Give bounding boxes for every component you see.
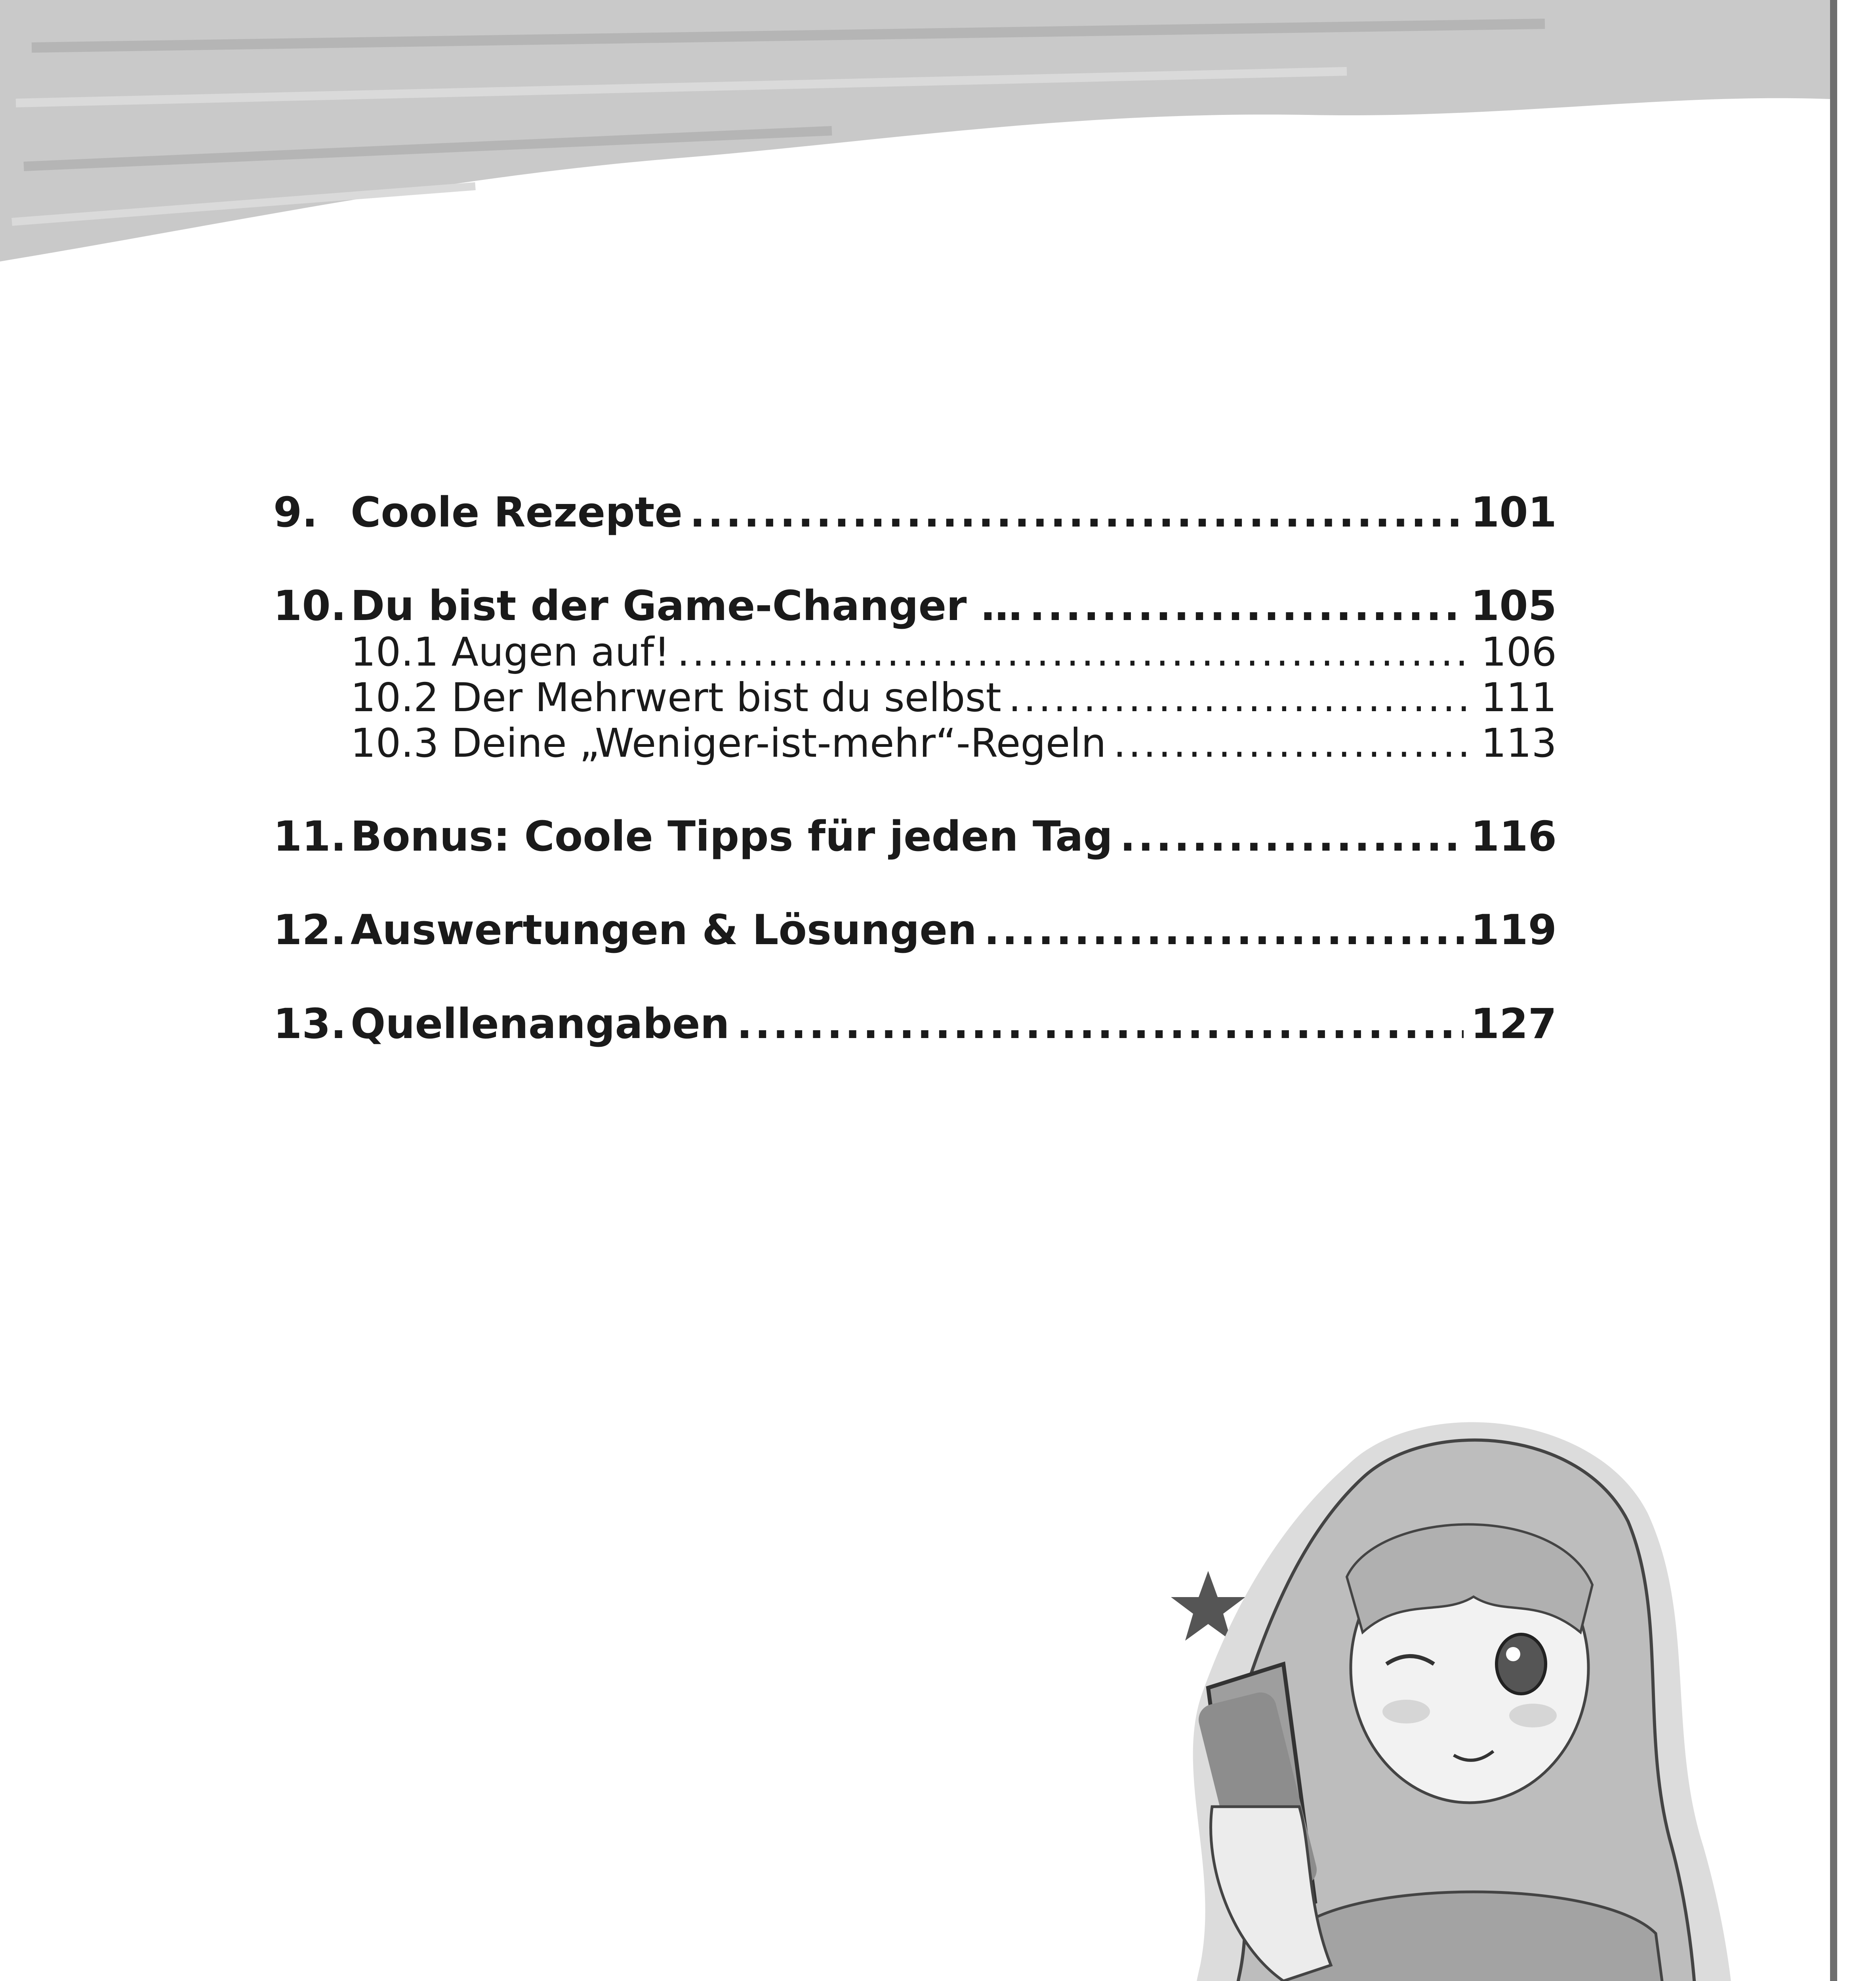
toc-entry-page: 113 — [1481, 719, 1557, 766]
toc-dot-leader — [737, 1001, 1464, 1047]
toc-entry-title: 10.2 Der Mehrwert bist du selbst — [351, 674, 1001, 721]
toc-dot-leader — [1113, 720, 1474, 766]
toc-entry-10-1[interactable] — [273, 629, 1557, 675]
table-of-contents — [273, 489, 1557, 1047]
toc-entry-page: 119 — [1470, 906, 1557, 954]
toc-entry-9[interactable] — [273, 489, 1557, 535]
toc-entry-11[interactable] — [273, 813, 1557, 859]
toc-entry-number: 10. — [273, 582, 347, 630]
girl-with-phone-illustration — [1141, 1410, 1814, 1981]
toc-entry-page: 101 — [1470, 488, 1557, 536]
toc-entry-page: 111 — [1481, 674, 1557, 721]
toc-entry-title: Auswertungen & Lösungen — [351, 906, 977, 954]
toc-dot-leader — [1009, 675, 1474, 720]
toc-dot-leader — [1120, 813, 1464, 859]
toc-entry-title: Du bist der Game-Changer … — [351, 582, 1022, 630]
toc-entry-10-2[interactable] — [273, 675, 1557, 720]
page-edge-rule — [1830, 0, 1837, 1981]
toc-entry-13[interactable] — [273, 1001, 1557, 1047]
toc-dot-leader — [690, 489, 1464, 535]
toc-entry-10-3[interactable] — [273, 720, 1557, 766]
toc-entry-number: 13. — [273, 999, 347, 1048]
toc-entry-10[interactable] — [273, 583, 1557, 629]
toc-entry-title: Quellenangaben — [351, 999, 730, 1048]
header-brush-band — [0, 0, 1830, 269]
toc-entry-title: 10.3 Deine „Weniger-ist-mehr“-Regeln — [351, 719, 1106, 766]
toc-entry-page: 106 — [1481, 628, 1557, 675]
toc-entry-number: 12. — [273, 906, 347, 954]
toc-entry-page: 105 — [1470, 582, 1557, 630]
toc-entry-title: Coole Rezepte — [351, 488, 683, 536]
toc-entry-title: Bonus: Coole Tipps für jeden Tag — [351, 812, 1113, 861]
toc-entry-title: 10.1 Augen auf! — [351, 628, 670, 675]
toc-entry-12[interactable] — [273, 907, 1557, 953]
toc-entry-number: 11. — [273, 812, 347, 861]
toc-entry-number: 9. — [273, 488, 318, 536]
toc-entry-page: 116 — [1470, 812, 1557, 861]
toc-dot-leader — [677, 629, 1474, 675]
toc-entry-page: 127 — [1470, 999, 1557, 1048]
toc-dot-leader — [1030, 583, 1464, 629]
toc-dot-leader — [984, 907, 1464, 953]
